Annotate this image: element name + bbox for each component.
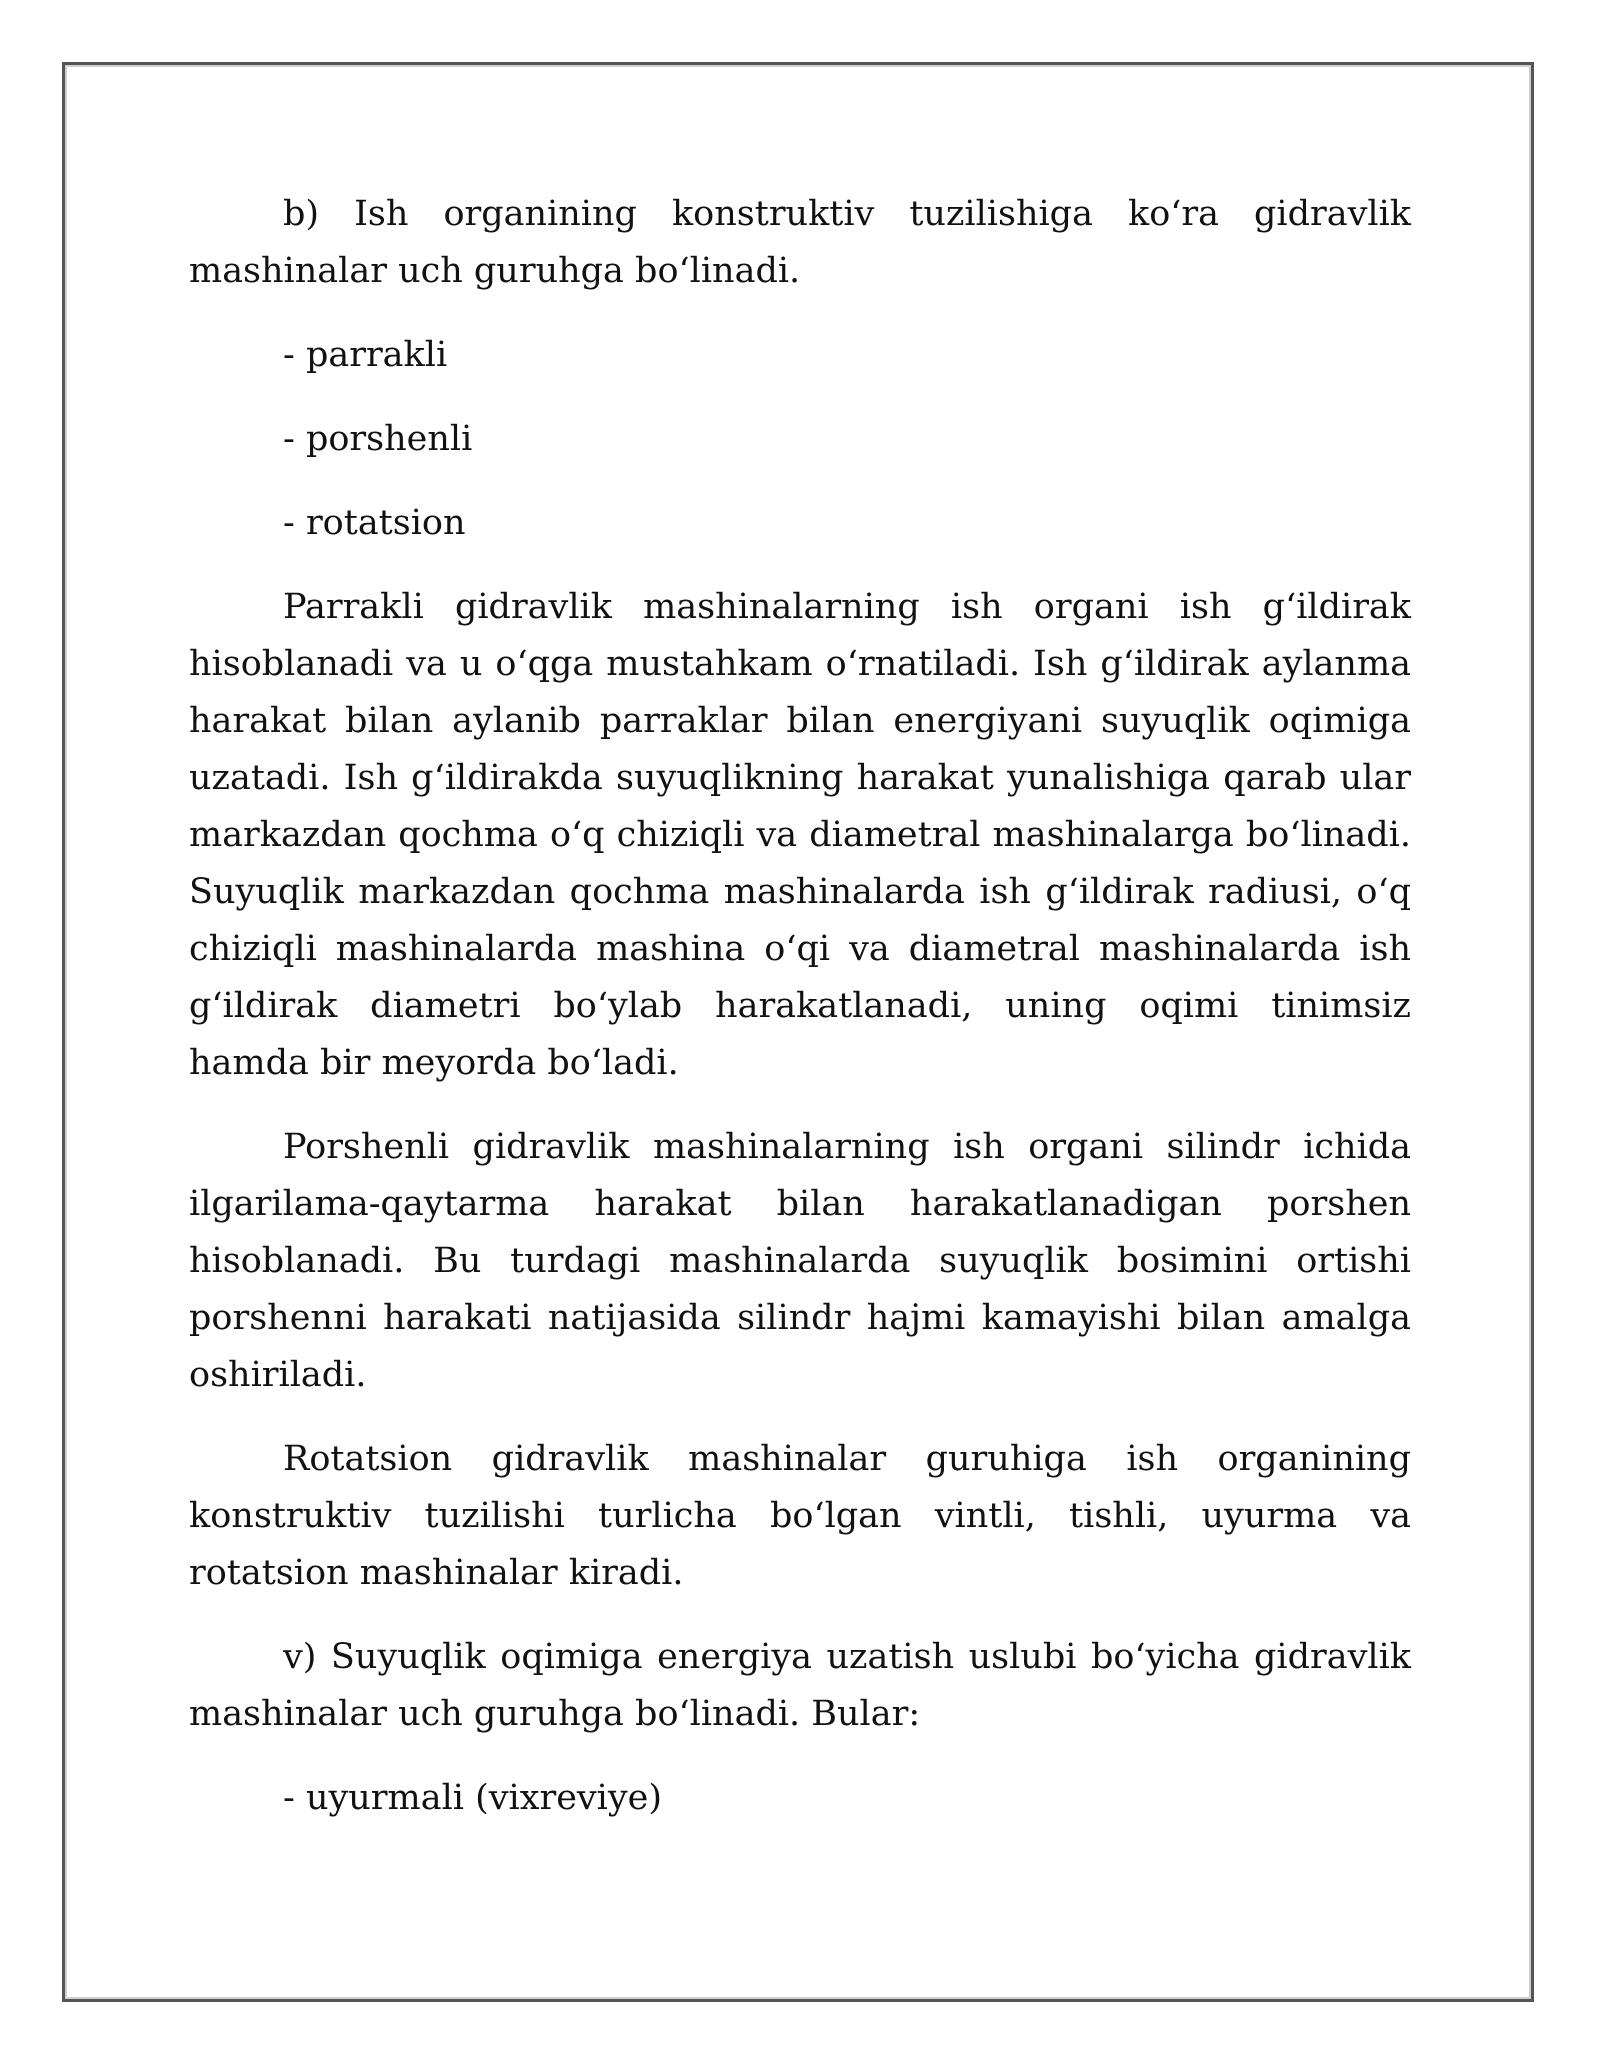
paragraph-rotatsion: Rotatsion gidravlik mashinalar guruhiga ish organining konstruktiv tuzilishi turlicha bo‘lgan vintli, tishli, uyurma va rotatsion mashinalar kiradi. — [189, 1439, 1411, 1593]
paragraph-classification-by-design: b) Ish organining konstruktiv tuzilishiga ko‘ra gidravlik mashinalar uch guruhga bo‘linadi. — [189, 194, 1411, 291]
paragraph-parrakli: Parrakli gidravlik mashinalarning ish organi ish g‘ildirak hisoblanadi va u o‘qga mustahkam o‘rnatiladi. Ish g‘ildirak aylanma harakat bilan aylanib parraklar bilan energiyani suyuqlik oqimiga uzatadi. Ish g‘ildirakda suyuqlikning harakat yunalishiga qarab ular markazdan qochma o‘q chiziqli va diametral mashinalarga bo‘linadi. Suyuqlik markazdan qochma mashinalarda ish g‘ildirak radiusi, o‘q chiziqli mashinalarda mashina o‘qi va diametral mashinalarda ish g‘ildirak diametri bo‘ylab harakatlanadi, uning oqimi tinimsiz hamda bir meyorda bo‘ladi. — [189, 587, 1411, 1083]
list-item-uyurmali: - uyurmali (vixreviye) — [283, 1778, 663, 1818]
list-item-parrakli: - parrakli — [283, 335, 448, 375]
list-item-rotatsion: - rotatsion — [283, 503, 466, 543]
paragraph-porshenli: Porshenli gidravlik mashinalarning ish organi silindr ichida ilgarilama-qaytarma harakat bilan harakatlanadigan porshen hisoblanadi. Bu turdagi mashinalarda suyuqlik bosimini ortishi porshenni harakati natijasida silindr hajmi kamayishi bilan amalga oshiriladi. — [189, 1127, 1411, 1395]
paragraph-classification-by-energy-transfer: v) Suyuqlik oqimiga energiya uzatish uslubi bo‘yicha gidravlik mashinalar uch guruhga bo‘linadi. Bular: — [189, 1637, 1411, 1734]
list-item-porshenli: - porshenli — [283, 419, 473, 459]
document-body — [189, 186, 1411, 1854]
